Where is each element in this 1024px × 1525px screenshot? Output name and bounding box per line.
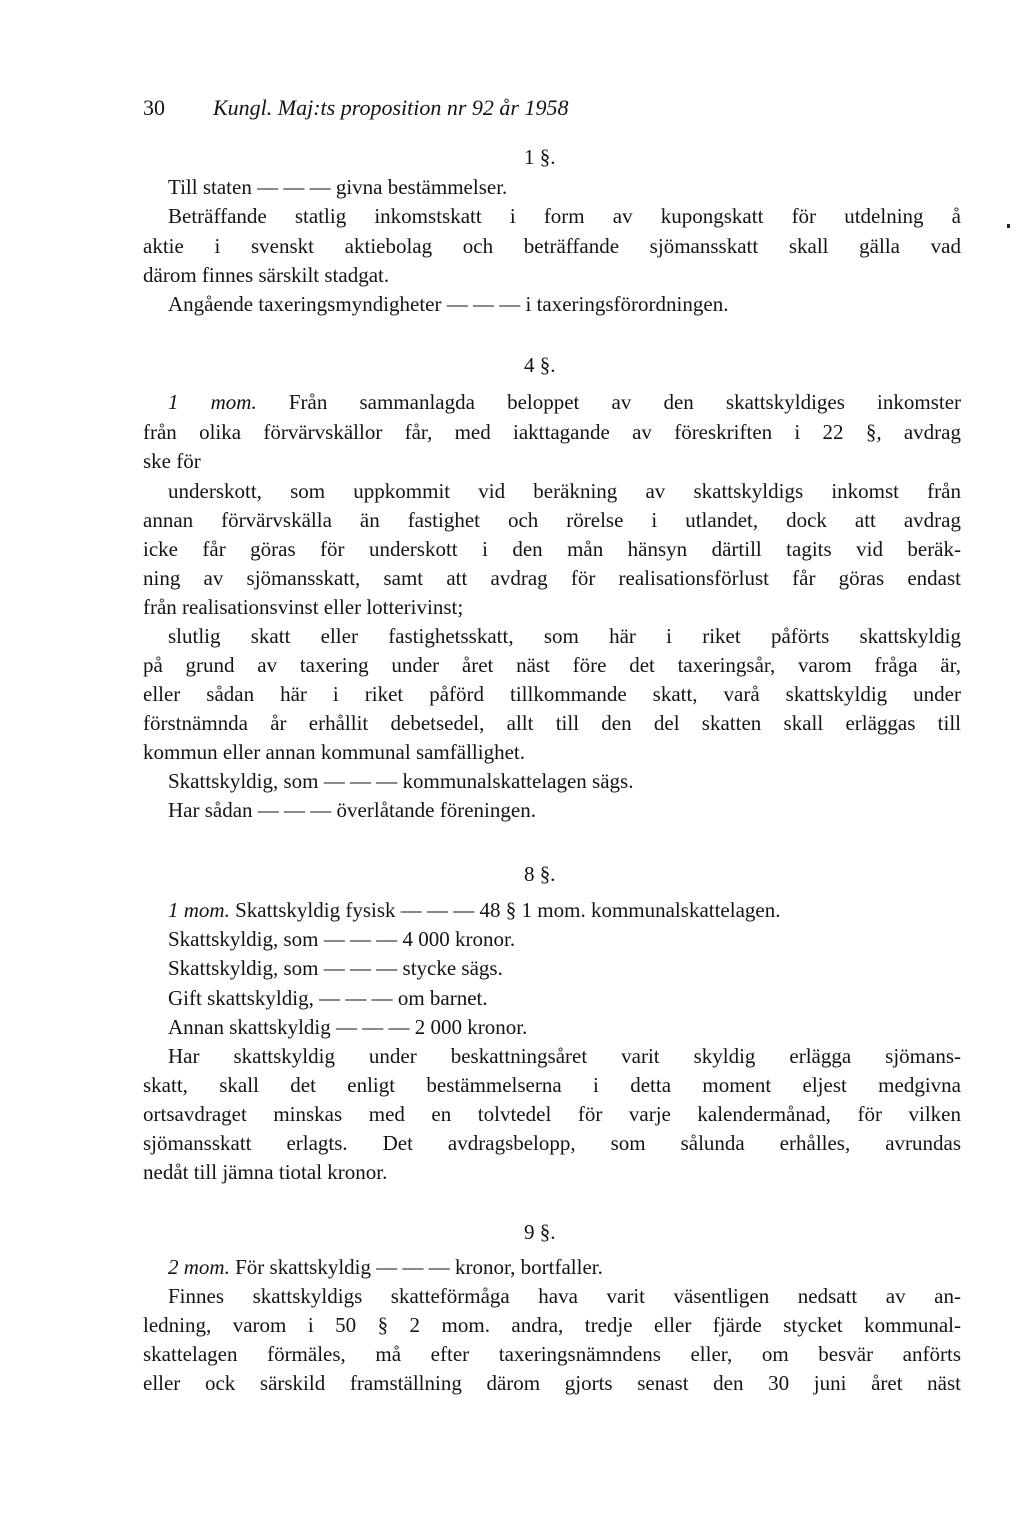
text-line: slutlig skatt eller fastighetsskatt, som här i riket påförts skattskyldig: [168, 624, 961, 648]
text-line: Till staten — — — givna bestämmelser.: [168, 175, 508, 199]
text-line: Beträffande statlig inkomstskatt i form av kupongskatt för utdelning å: [168, 204, 961, 228]
text-line: 1 mom. Från sammanlagda beloppet av den skattskyldiges inkomster: [168, 390, 962, 414]
text-line: eller sådan här i riket påförd tillkommande skatt, varå skattskyldig under: [143, 682, 961, 706]
running-header: [143, 94, 569, 122]
text-line: eller ock särskild framställning därom gjorts senast den 30 juni året näst: [143, 1371, 961, 1395]
text-line: 1 mom. Skattskyldig fysisk — — — 48 § 1 mom. kommunalskattelagen.: [168, 898, 781, 922]
text-line: nedåt till jämna tiotal kronor.: [143, 1160, 388, 1184]
text-line: annan förvärvskälla än fastighet och rörelse i utlandet, dock att avdrag: [143, 508, 961, 532]
text-line: Annan skattskyldig — — — 2 000 kronor.: [168, 1015, 528, 1039]
page-number: 30: [143, 95, 165, 120]
text-line: ledning, varom i 50 § 2 mom. andra, tredje eller fjärde stycket kommunal-: [143, 1313, 961, 1337]
text-line: Finnes skattskyldigs skatteförmåga hava varit väsentligen nedsatt av an-: [168, 1284, 961, 1308]
text-line: icke får göras för underskott i den mån hänsyn därtill tagits vid beräk-: [143, 537, 961, 561]
mom-label: 1 mom.: [168, 390, 257, 414]
text-line: Skattskyldig, som — — — stycke sägs.: [168, 956, 503, 980]
section-heading: 8 §.: [524, 862, 556, 886]
section-heading: 9 §.: [524, 1220, 556, 1244]
text-line: Skattskyldig, som — — — kommunalskattelagen sägs.: [168, 769, 634, 793]
document-title: Kungl. Maj:ts proposition nr 92 år 1958: [213, 95, 569, 120]
section-heading: 4 §.: [524, 353, 556, 377]
text-line: ning av sjömansskatt, samt att avdrag för realisationsförlust får göras endast: [143, 566, 961, 590]
text-line: på grund av taxering under året näst före det taxeringsår, varom fråga är,: [143, 653, 961, 677]
section-heading: 1 §.: [524, 145, 556, 169]
mom-label: 1 mom.: [168, 898, 230, 922]
text-line: kommun eller annan kommunal samfällighet.: [143, 740, 525, 764]
text-line: skatt, skall det enligt bestämmelserna i detta moment eljest medgivna: [143, 1073, 961, 1097]
text-line: aktie i svenskt aktiebolag och beträffande sjömansskatt skall gälla vad: [143, 234, 961, 258]
text-line: förstnämnda år erhållit debetsedel, allt till den del skatten skall erläggas till: [143, 711, 961, 735]
text-line: ske för: [143, 449, 201, 473]
text-line: 2 mom. För skattskyldig — — — kronor, bortfaller.: [168, 1255, 603, 1279]
text-line: Har sådan — — — överlåtande föreningen.: [168, 798, 536, 822]
text-line: Angående taxeringsmyndigheter — — — i taxeringsförordningen.: [168, 292, 729, 316]
text-line: sjömansskatt erlagts. Det avdragsbelopp, som sålunda erhålles, avrundas: [143, 1131, 961, 1155]
text-line: från olika förvärvskällor får, med iakttagande av föreskriften i 22 §, avdrag: [143, 420, 961, 444]
text-line: Gift skattskyldig, — — — om barnet.: [168, 986, 488, 1010]
text-line: Har skattskyldig under beskattningsåret varit skyldig erlägga sjömans-: [168, 1044, 961, 1068]
stray-mark: [1007, 224, 1010, 228]
text-line: ortsavdraget minskas med en tolvtedel för varje kalendermånad, för vilken: [143, 1102, 961, 1126]
mom-label: 2 mom.: [168, 1255, 230, 1279]
text-line: Skattskyldig, som — — — 4 000 kronor.: [168, 927, 516, 951]
text-line: därom finnes särskilt stadgat.: [143, 263, 390, 287]
text-line: från realisationsvinst eller lotterivinst;: [143, 595, 464, 619]
text-line: skattelagen förmäles, må efter taxeringsnämndens eller, om besvär anförts: [143, 1342, 961, 1366]
text-line: underskott, som uppkommit vid beräkning av skattskyldigs inkomst från: [168, 479, 961, 503]
